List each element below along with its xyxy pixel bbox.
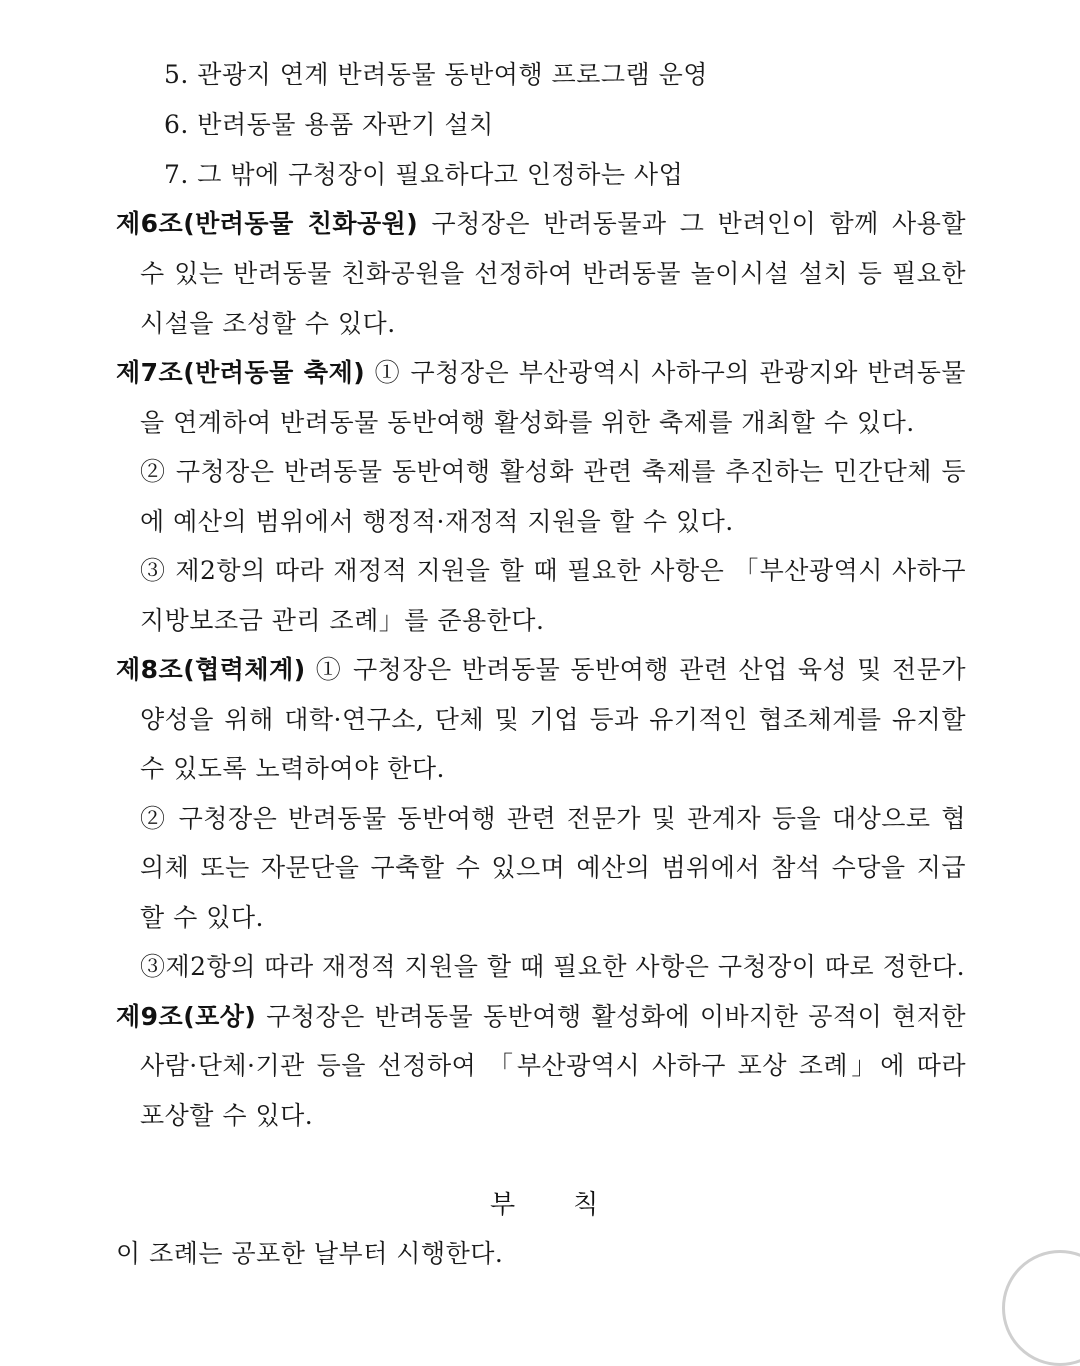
article-9-text: 구청장은 반려동물 동반여행 활성화에 이바지한 공적이 현저한 — [266, 1002, 966, 1031]
article-8-line-5: 의체 또는 자문단을 구축할 수 있으며 예산의 범위에서 참석 수당을 지급 — [140, 853, 966, 882]
article-8-first-line — [116, 645, 966, 695]
article-6-heading: 제6조(반려동물 친화공원) — [116, 209, 419, 238]
addendum-title — [490, 1180, 600, 1230]
article-6-line-3: 시설을 조성할 수 있다. — [140, 309, 396, 338]
article-8-text: ① 구청장은 반려동물 동반여행 관련 산업 육성 및 전문가 — [315, 655, 966, 684]
addendum-title-left: 부 — [490, 1190, 518, 1220]
article-6-text: 구청장은 반려동물과 그 반려인이 함께 사용할 — [431, 209, 966, 238]
article-8-line-4: ② 구청장은 반려동물 동반여행 관련 전문가 및 관계자 등을 대상으로 협 — [140, 804, 966, 833]
item-5: 5. 관광지 연계 반려동물 동반여행 프로그램 운영 — [164, 60, 708, 89]
article-6-first-line — [116, 199, 966, 249]
article-7-line-6: 지방보조금 관리 조례」를 준용한다. — [140, 606, 545, 635]
item-6: 6. 반려동물 용품 자판기 설치 — [164, 110, 494, 139]
article-8-heading: 제8조(협력체계) — [116, 655, 306, 684]
article-7-line-5: ③ 제2항의 따라 재정적 지원을 할 때 필요한 사항은 「부산광역시 사하구 — [140, 556, 966, 585]
article-8-line-2: 양성을 위해 대학·연구소, 단체 및 기업 등과 유기적인 협조체계를 유지할 — [140, 705, 966, 734]
article-9-line-3: 포상할 수 있다. — [140, 1101, 314, 1130]
article-6-line-2: 수 있는 반려동물 친화공원을 선정하여 반려동물 놀이시설 설치 등 필요한 — [140, 259, 966, 288]
addendum-text: 이 조례는 공포한 날부터 시행한다. — [116, 1239, 504, 1268]
article-7-first-line — [116, 348, 966, 398]
article-9-heading: 제9조(포상) — [116, 1002, 257, 1031]
article-7-heading: 제7조(반려동물 축제) — [116, 358, 366, 387]
article-8-line-7: ③제2항의 따라 재정적 지원을 할 때 필요한 사항은 구청장이 따로 정한다. — [140, 952, 966, 981]
floating-button[interactable] — [1002, 1250, 1080, 1366]
article-9-line-2: 사람·단체·기관 등을 선정하여 「부산광역시 사하구 포상 조례」에 따라 — [140, 1051, 966, 1080]
article-7-line-3: ② 구청장은 반려동물 동반여행 활성화 관련 축제를 추진하는 민간단체 등 — [140, 457, 966, 486]
article-8-line-6: 할 수 있다. — [140, 903, 264, 932]
article-7-text: ① 구청장은 부산광역시 사하구의 관광지와 반려동물 — [374, 358, 966, 387]
article-8-line-3: 수 있도록 노력하여야 한다. — [140, 754, 445, 783]
article-9-first-line — [116, 992, 966, 1042]
item-7: 7. 그 밖에 구청장이 필요하다고 인정하는 사업 — [164, 160, 684, 189]
article-7-line-2: 을 연계하여 반려동물 동반여행 활성화를 위한 축제를 개최할 수 있다. — [140, 408, 915, 437]
addendum-title-right: 칙 — [573, 1190, 601, 1220]
article-7-line-4: 에 예산의 범위에서 행정적·재정적 지원을 할 수 있다. — [140, 507, 734, 536]
